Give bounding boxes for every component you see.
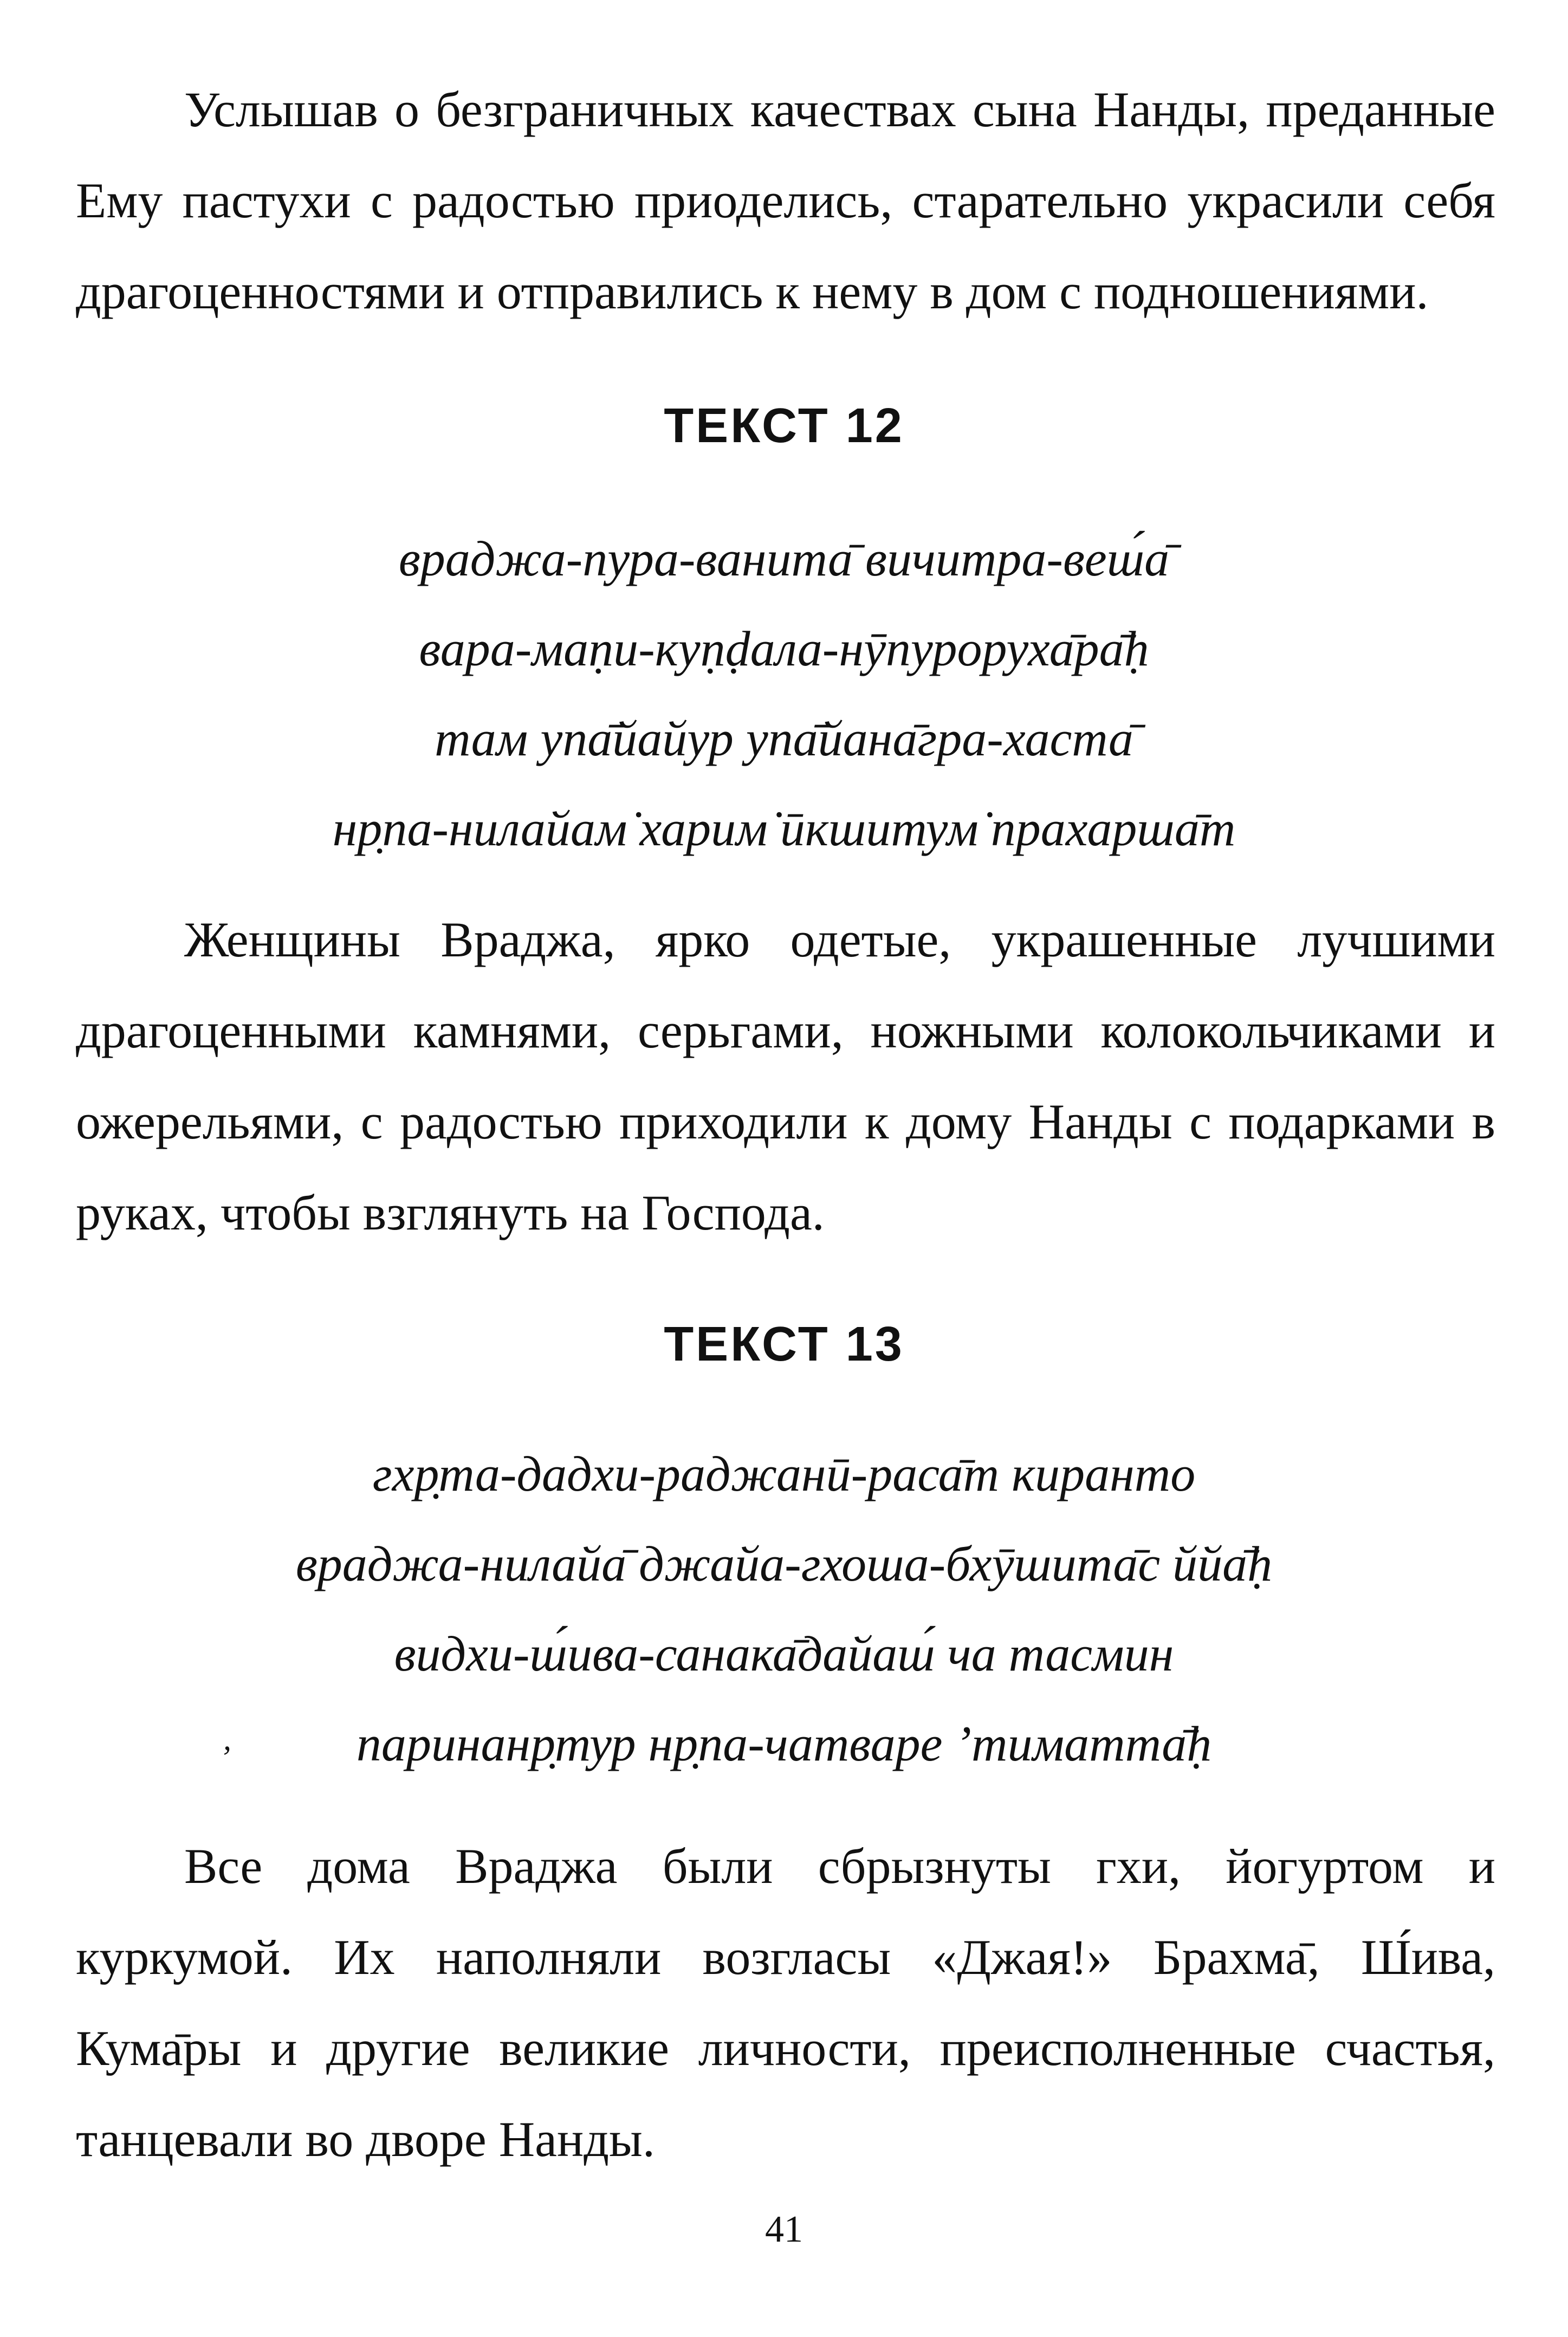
heading-text-13: ТЕКСТ 13 — [664, 1317, 904, 1371]
verse-12-line-2: вара-маṇи-куṇḍала-нӯпуроруха̄ра̄ḥ — [419, 621, 1149, 676]
verse-12-line-1: враджа-пура-ванита̄ вичитра-веш́а̄ — [398, 531, 1170, 586]
verse-13-line-2: враджа-нилайа̄ джайа-гхоша-бхӯшита̄с ййа̄ḥ — [295, 1536, 1273, 1591]
stray-ink-mark: , — [223, 1721, 231, 1757]
verse-text-12 — [0, 514, 1568, 873]
verse-12-line-4: нр̣па-нилайам̇ харим̇ ӣкшитум̇ прахарша̄т — [332, 801, 1236, 856]
paragraph-3: Все дома Враджа были сбрызнуты гхи, йогуртом и куркумой. Их наполняли возгласы «Джая!» Брахма̄, Ш́ива, Кума̄ры и другие великие личности, преисполненные счастья, танцевали во дворе Нанды. — [76, 1838, 1495, 2167]
paragraph-2: Женщины Враджа, ярко одетые, украшенные лучшими драгоценными камнями, серьгами, ножными колокольчиками и ожерельями, с радостью приходили к дому Нанды с подарками в руках, чтобы взглянуть на Господа. — [76, 912, 1495, 1240]
verse-12-line-3: там упа̄йайур упа̄йана̄гра-хаста̄ — [435, 711, 1133, 766]
verse-13-line-3: видхи-ш́ива-санака̄дайаш́ ча тасмин — [394, 1626, 1174, 1681]
verse-text-13 — [0, 1429, 1568, 1789]
page-number: 41 — [765, 2209, 803, 2250]
heading-text-12: ТЕКСТ 12 — [664, 399, 904, 453]
verse-13-line-4: паринанр̣тур нр̣па-чатваре ’тиматта̄ḥ — [356, 1716, 1212, 1771]
verse-13-line-1: гхр̣та-дадхи-раджанӣ-раса̄т киранто — [372, 1446, 1196, 1501]
paragraph-1: Услышав о безграничных качествах сына Нанды, преданные Ему пастухи с радостью приоделись, старательно украсили себя драгоценностями и отправились к нему в дом с подношениями. — [76, 82, 1495, 319]
